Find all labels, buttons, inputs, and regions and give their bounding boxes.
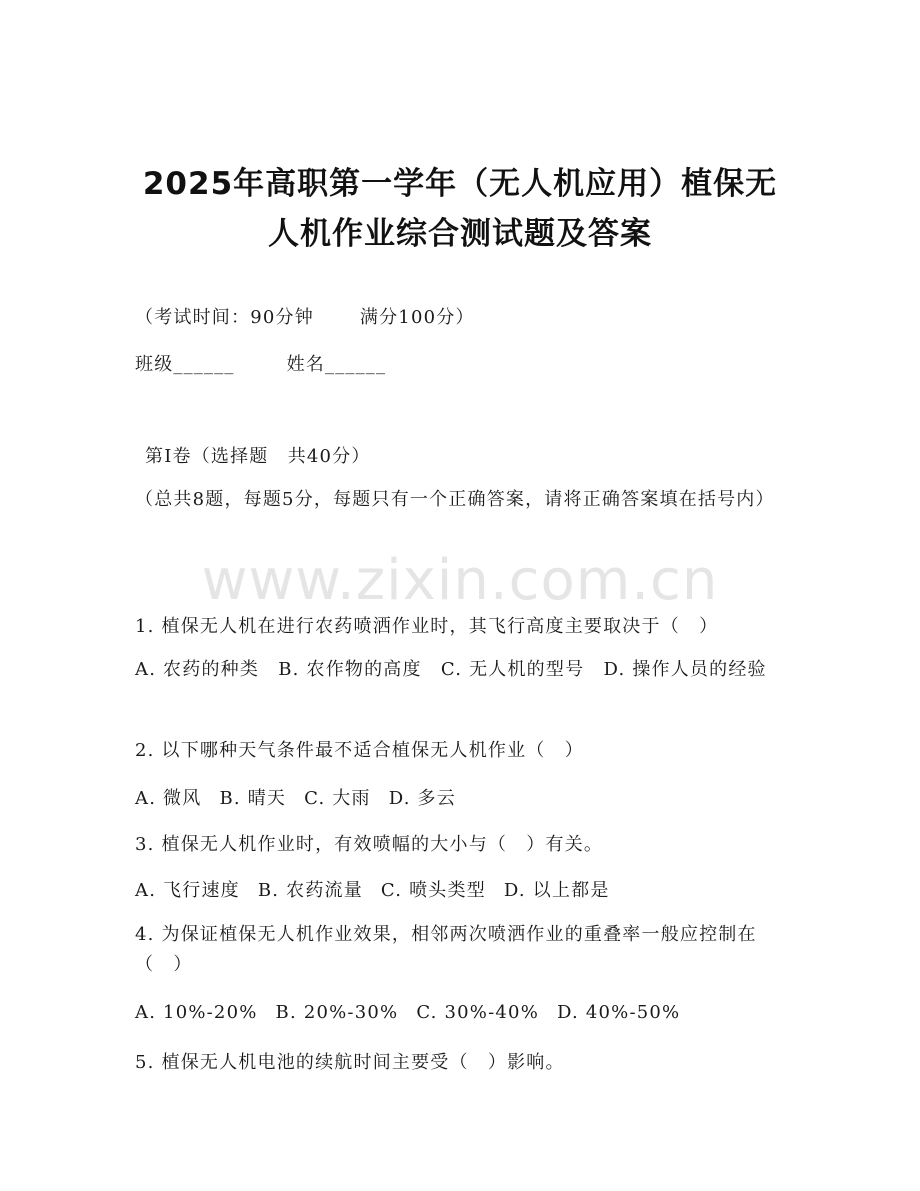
title-line-1: 2025年高职第一学年（无人机应用）植保无: [142, 166, 778, 202]
exam-info: [135, 303, 475, 329]
question-2-options: [135, 784, 474, 810]
option-a: A. 10%-20%: [135, 1002, 258, 1023]
question-3-stem: 3. 植保无人机作业时，有效喷幅的大小与（ ）有关。: [135, 834, 604, 855]
section-header: 第Ⅰ卷（选择题 共40分）: [145, 446, 371, 467]
option-b: B. 农药流量: [257, 880, 363, 901]
option-a: A. 飞行速度: [135, 880, 240, 901]
instructions: （总共8题，每题5分，每题只有一个正确答案，请将正确答案填在括号内）: [135, 489, 775, 510]
question-4-options: [135, 1002, 698, 1023]
question-1-stem: 1. 植保无人机在进行农药喷洒作业时，其飞行高度主要取决于（ ）: [135, 616, 719, 637]
option-a: A. 微风: [135, 788, 202, 809]
option-d: D. 以上都是: [503, 880, 610, 901]
exam-time: （考试时间：90分钟: [135, 307, 314, 328]
name-label: 姓名______: [286, 354, 387, 375]
option-b: B. 20%-30%: [275, 1002, 399, 1023]
option-c: C. 大雨: [304, 788, 371, 809]
question-1-options: A. 农药的种类 B. 农作物的高度 C. 无人机的型号 D. 操作人员的经验: [135, 659, 767, 680]
exam-full-score: 满分100分）: [359, 307, 475, 328]
student-info: [135, 350, 386, 376]
question-4-stem: 4. 为保证植保无人机作业效果，相邻两次喷洒作业的重叠率一般应控制在（ ）: [135, 924, 757, 975]
option-b: B. 晴天: [219, 788, 287, 809]
title-line-2: 人机作业综合测试题及答案: [268, 216, 652, 252]
option-c: C. 喷头类型: [380, 880, 486, 901]
question-3-options: [135, 876, 628, 902]
option-d: D. 多云: [388, 788, 456, 809]
watermark: www.zixin.com.cn: [201, 548, 719, 613]
option-c: C. 30%-40%: [416, 1002, 539, 1023]
option-d: D. 40%-50%: [557, 1002, 681, 1023]
class-label: 班级______: [135, 354, 235, 375]
question-5-stem: 5. 植保无人机电池的续航时间主要受（ ）影响。: [135, 1052, 565, 1073]
question-2-stem: 2. 以下哪种天气条件最不适合植保无人机作业（ ）: [135, 740, 584, 761]
